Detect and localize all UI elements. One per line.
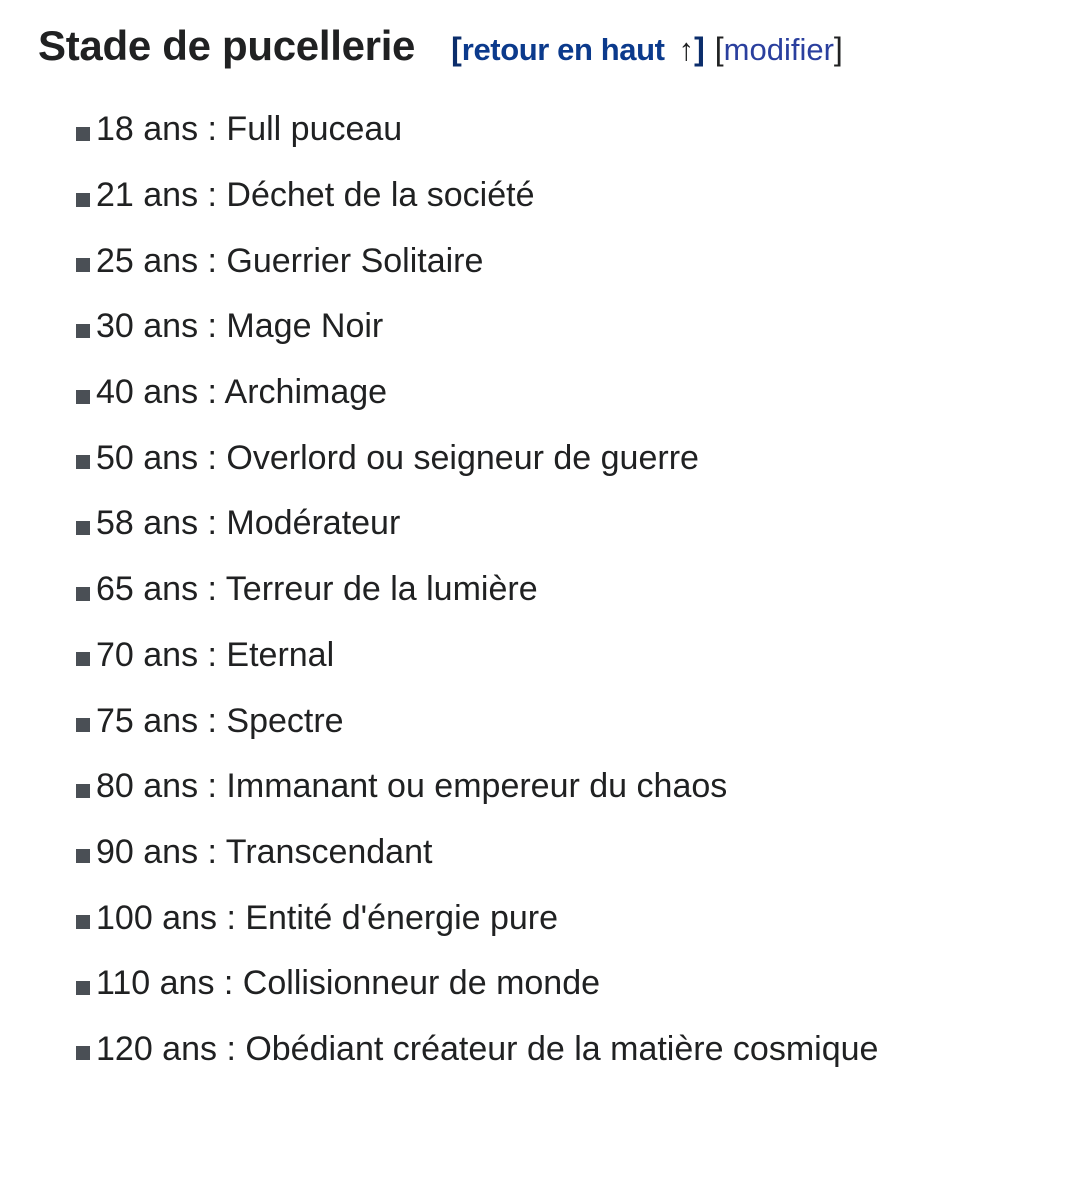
square-bullet-icon bbox=[76, 718, 90, 732]
list-item-text: 110 ans : Collisionneur de monde bbox=[96, 964, 601, 1003]
list-item bbox=[76, 688, 878, 754]
square-bullet-icon bbox=[76, 587, 90, 601]
list-item-text: 120 ans : Obédiant créateur de la matière cosmique bbox=[96, 1029, 879, 1068]
square-bullet-icon bbox=[76, 915, 90, 929]
edit-bracket-close: ] bbox=[833, 31, 843, 67]
square-bullet-icon bbox=[76, 390, 90, 404]
bracket-open: [ bbox=[451, 31, 462, 67]
list-item bbox=[76, 885, 878, 951]
list-item-text: 25 ans : Guerrier Solitaire bbox=[96, 241, 484, 280]
list-item-text: 18 ans : Full puceau bbox=[96, 110, 403, 149]
edit-wrap bbox=[715, 31, 843, 68]
square-bullet-icon bbox=[76, 1046, 90, 1060]
stage-list bbox=[76, 97, 878, 1082]
square-bullet-icon bbox=[76, 193, 90, 207]
list-item bbox=[76, 163, 878, 229]
list-item-text: 75 ans : Spectre bbox=[96, 701, 344, 740]
list-item bbox=[76, 97, 878, 163]
list-item-text: 40 ans : Archimage bbox=[96, 373, 388, 412]
list-item bbox=[76, 1017, 878, 1083]
square-bullet-icon bbox=[76, 981, 90, 995]
square-bullet-icon bbox=[76, 652, 90, 666]
list-item bbox=[76, 228, 878, 294]
list-item bbox=[76, 820, 878, 886]
list-item bbox=[76, 557, 878, 623]
square-bullet-icon bbox=[76, 849, 90, 863]
list-item-text: 80 ans : Immanant ou empereur du chaos bbox=[96, 767, 728, 806]
square-bullet-icon bbox=[76, 521, 90, 535]
list-item-text: 100 ans : Entité d'énergie pure bbox=[96, 898, 559, 937]
square-bullet-icon bbox=[76, 324, 90, 338]
section-title: Stade de pucellerie bbox=[38, 22, 416, 69]
square-bullet-icon bbox=[76, 127, 90, 141]
edit-link[interactable]: modifier bbox=[723, 32, 834, 67]
back-to-top-link[interactable]: retour en haut bbox=[461, 32, 665, 67]
list-item bbox=[76, 623, 878, 689]
list-item bbox=[76, 491, 878, 557]
section-header bbox=[38, 22, 843, 86]
square-bullet-icon bbox=[76, 784, 90, 798]
bracket-close: ] bbox=[694, 31, 705, 67]
square-bullet-icon bbox=[76, 258, 90, 272]
list-item-text: 21 ans : Déchet de la société bbox=[96, 176, 535, 215]
list-item bbox=[76, 360, 878, 426]
list-item bbox=[76, 294, 878, 360]
edit-bracket-open: [ bbox=[714, 31, 724, 67]
square-bullet-icon bbox=[76, 455, 90, 469]
list-item-text: 58 ans : Modérateur bbox=[96, 504, 401, 543]
list-item bbox=[76, 425, 878, 491]
list-item-text: 70 ans : Eternal bbox=[96, 635, 335, 674]
list-item-text: 30 ans : Mage Noir bbox=[96, 307, 384, 346]
list-item bbox=[76, 951, 878, 1017]
arrow-up-icon[interactable]: ↑ bbox=[678, 32, 695, 67]
list-item-text: 90 ans : Transcendant bbox=[96, 832, 433, 871]
list-item-text: 65 ans : Terreur de la lumière bbox=[96, 570, 538, 609]
list-item bbox=[76, 754, 878, 820]
header-links bbox=[451, 31, 843, 68]
list-item-text: 50 ans : Overlord ou seigneur de guerre bbox=[96, 438, 699, 477]
